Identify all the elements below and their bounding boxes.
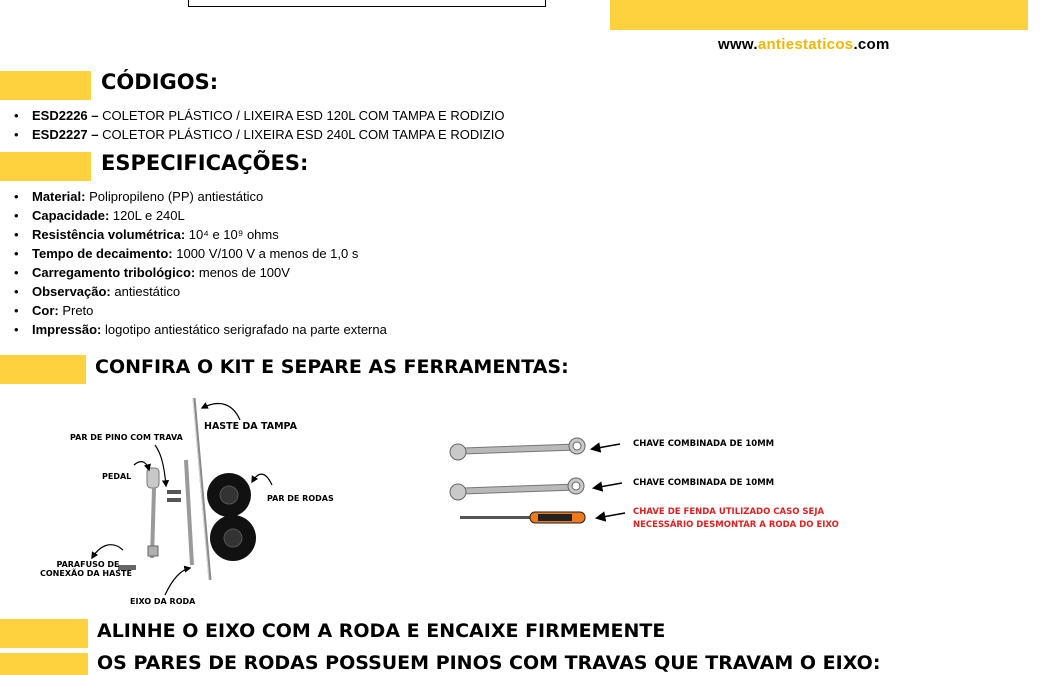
code-desc: COLETOR PLÁSTICO / LIXEIRA ESD 240L COM TAMPA E RODIZIO <box>98 127 505 142</box>
spec-key: Resistência volumétrica: <box>32 227 186 242</box>
label-fenda-l1: CHAVE DE FENDA UTILIZADO CASO SEJA <box>633 507 825 517</box>
spec-key: Tempo de decaimento: <box>32 246 173 261</box>
list-item <box>0 125 505 144</box>
label-parafuso-l2: CONEXÃO DA HASTE <box>40 569 132 578</box>
website-link[interactable] <box>718 36 890 53</box>
screwdriver <box>460 512 585 523</box>
label-parafuso <box>40 560 132 578</box>
section-bar-kit <box>0 355 86 384</box>
spec-key: Material: <box>32 189 86 204</box>
section-bar-codigos <box>0 71 91 100</box>
label-chave-fenda <box>633 506 839 532</box>
header-box <box>188 0 546 7</box>
list-item <box>0 106 505 125</box>
codigos-list <box>0 106 505 144</box>
pin-part <box>167 490 181 494</box>
section-bar-alinhe-2 <box>0 653 88 675</box>
wrench-2 <box>450 478 584 500</box>
spec-value: menos de 100V <box>195 265 290 280</box>
spec-key: Carregamento tribológico: <box>32 265 196 280</box>
label-haste: HASTE DA TAMPA <box>204 421 297 432</box>
list-item <box>0 301 387 320</box>
code-label: ESD2226 – <box>32 108 99 123</box>
site-prefix: www. <box>718 36 758 53</box>
section-title-codigos: CÓDIGOS: <box>101 70 219 94</box>
header-yellow-bar <box>610 0 1028 30</box>
label-chave-2: CHAVE COMBINADA DE 10MM <box>633 478 775 488</box>
code-desc: COLETOR PLÁSTICO / LIXEIRA ESD 120L COM TAMPA E RODIZIO <box>98 108 505 123</box>
label-fenda-l2: NECESSÁRIO DESMONTAR A RODA DO EIXO <box>633 520 839 530</box>
axle-rod <box>186 460 192 565</box>
site-suffix: .com <box>853 36 890 53</box>
code-label: ESD2227 – <box>32 127 99 142</box>
spec-value: antiestático <box>110 284 181 299</box>
spec-key: Cor: <box>32 303 59 318</box>
list-item <box>0 187 387 206</box>
spec-value: Polipropileno (PP) antiestático <box>85 189 264 204</box>
pin-part <box>167 498 181 502</box>
list-item <box>0 320 387 339</box>
tools-illustration <box>440 430 640 535</box>
label-par-pino: PAR DE PINO COM TRAVA <box>70 433 183 442</box>
list-item <box>0 263 387 282</box>
spec-key: Observação: <box>32 284 111 299</box>
section-bar-alinhe <box>0 619 88 648</box>
section-subtitle-alinhe: OS PARES DE RODAS POSSUEM PINOS COM TRAVAS QUE TRAVAM O EIXO: <box>97 652 881 674</box>
section-bar-especificacoes <box>0 152 91 181</box>
wrench-1 <box>450 438 585 460</box>
site-brand: antiestaticos <box>757 36 854 53</box>
label-rodas: PAR DE RODAS <box>267 494 334 503</box>
spec-key: Capacidade: <box>32 208 110 223</box>
label-chave-1: CHAVE COMBINADA DE 10MM <box>633 439 775 449</box>
list-item <box>0 282 387 301</box>
especificacoes-list <box>0 187 387 339</box>
list-item <box>0 225 387 244</box>
spec-value: Preto <box>58 303 94 318</box>
spec-value: 120L e 240L <box>109 208 185 223</box>
spec-value: 10⁴ e 10⁹ ohms <box>185 227 279 242</box>
section-title-kit: CONFIRA O KIT E SEPARE AS FERRAMENTAS: <box>95 356 569 378</box>
spec-value: logotipo antiestático serigrafado na parte externa <box>101 322 387 337</box>
label-pedal: PEDAL <box>102 472 132 481</box>
spec-key: Impressão: <box>32 322 102 337</box>
section-title-alinhe: ALINHE O EIXO COM A RODA E ENCAIXE FIRMEMENTE <box>97 620 666 642</box>
section-title-especificacoes: ESPECIFICAÇÕES: <box>101 151 309 175</box>
list-item <box>0 206 387 225</box>
label-parafuso-l1: PARAFUSO DE <box>56 560 120 569</box>
pedal-part <box>147 468 159 488</box>
list-item <box>0 244 387 263</box>
label-eixo: EIXO DA RODA <box>130 597 196 606</box>
spec-value: 1000 V/100 V a menos de 1,0 s <box>172 246 359 261</box>
